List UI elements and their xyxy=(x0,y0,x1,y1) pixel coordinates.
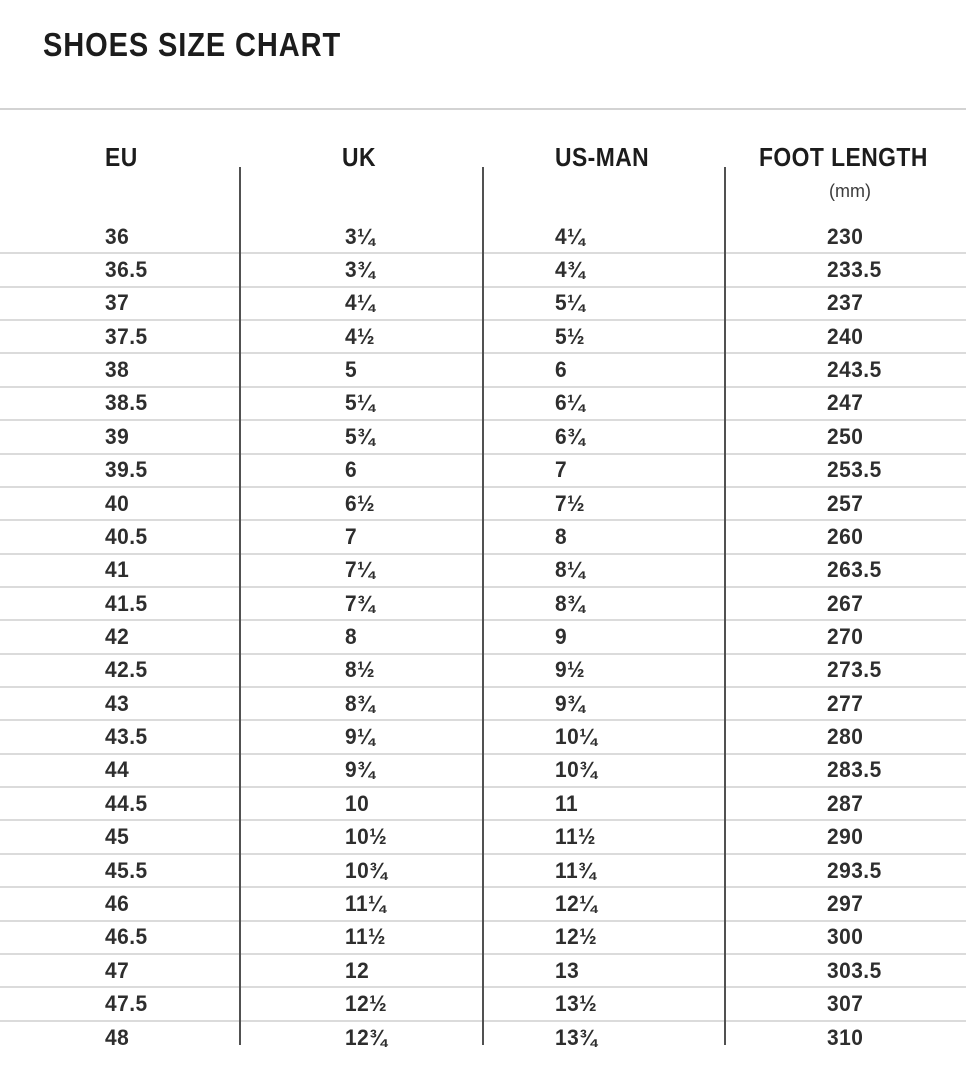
table-cell: 307 xyxy=(827,990,864,1016)
table-cell: 310 xyxy=(827,1025,864,1051)
table-cell: 8¾ xyxy=(345,690,376,716)
table-cell: 5 xyxy=(345,357,358,383)
table-cell: 303.5 xyxy=(827,957,882,983)
column-header-uk-label: UK xyxy=(342,142,376,172)
table-cell: 11 xyxy=(555,790,579,816)
table-cell: 9 xyxy=(555,623,568,649)
table-cell: 277 xyxy=(827,690,864,716)
table-cell: 243.5 xyxy=(827,357,882,383)
table-cell: 6¼ xyxy=(555,390,586,416)
table-cell: 7 xyxy=(555,457,568,483)
table-cell: 12½ xyxy=(555,924,598,950)
table-cell: 230 xyxy=(827,223,864,249)
column-divider-3 xyxy=(724,167,726,1045)
title-divider xyxy=(0,108,966,110)
table-cell: 253.5 xyxy=(827,457,882,483)
table-cell: 43.5 xyxy=(105,724,148,750)
table-cell: 10 xyxy=(345,790,370,816)
table-cell: 6 xyxy=(555,357,568,383)
table-cell: 43 xyxy=(105,690,130,716)
table-cell: 12¾ xyxy=(345,1025,388,1051)
column-header-foot-length-label: FOOT LENGTH xyxy=(759,142,928,172)
table-cell: 13¾ xyxy=(555,1025,598,1051)
table-cell: 12½ xyxy=(345,990,388,1016)
page-title-text: SHOES SIZE CHART xyxy=(43,26,342,63)
table-cell: 45.5 xyxy=(105,857,148,883)
table-cell: 4½ xyxy=(345,323,376,349)
table-cell: 9½ xyxy=(555,657,586,683)
table-cell: 5¼ xyxy=(555,290,586,316)
table-cell: 4¼ xyxy=(555,223,586,249)
table-cell: 11¼ xyxy=(345,890,386,916)
column-divider-2 xyxy=(482,167,484,1045)
table-cell: 270 xyxy=(827,623,864,649)
table-cell: 260 xyxy=(827,523,864,549)
table-cell: 40 xyxy=(105,490,130,516)
table-cell: 10¾ xyxy=(555,757,598,783)
column-header-foot-length xyxy=(759,142,951,173)
column-header-eu-label: EU xyxy=(105,142,138,172)
table-cell: 38 xyxy=(105,357,130,383)
table-cell: 36.5 xyxy=(105,257,148,283)
table-cell: 10¾ xyxy=(345,857,388,883)
table-cell: 13½ xyxy=(555,990,598,1016)
table-cell: 6 xyxy=(345,457,358,483)
table-cell: 273.5 xyxy=(827,657,882,683)
table-cell: 8¼ xyxy=(555,557,586,583)
table-cell: 46.5 xyxy=(105,924,148,950)
table-cell: 3¼ xyxy=(345,223,376,249)
table-cell: 41 xyxy=(105,557,130,583)
table-cell: 39 xyxy=(105,423,130,449)
table-cell: 39.5 xyxy=(105,457,148,483)
table-cell: 7¼ xyxy=(345,557,376,583)
table-cell: 4¾ xyxy=(555,257,586,283)
table-cell: 48 xyxy=(105,1025,130,1051)
table-cell: 257 xyxy=(827,490,864,516)
table-cell: 13 xyxy=(555,957,580,983)
table-cell: 290 xyxy=(827,824,864,850)
table-cell: 37 xyxy=(105,290,130,316)
table-cell: 42 xyxy=(105,623,130,649)
table-cell: 44.5 xyxy=(105,790,148,816)
table-cell: 287 xyxy=(827,790,864,816)
table-cell: 5¾ xyxy=(345,423,376,449)
table-cell: 250 xyxy=(827,423,864,449)
table-cell: 45 xyxy=(105,824,130,850)
table-cell: 38.5 xyxy=(105,390,148,416)
table-cell: 10½ xyxy=(345,824,388,850)
table-cell: 300 xyxy=(827,924,864,950)
table-cell: 7¾ xyxy=(345,590,376,616)
table-cell: 12 xyxy=(345,957,370,983)
page-title xyxy=(43,26,382,64)
table-cell: 240 xyxy=(827,323,864,349)
table-cell: 37.5 xyxy=(105,323,148,349)
table-cell: 8 xyxy=(345,623,358,649)
column-header-us-man-label: US-MAN xyxy=(555,142,650,172)
table-cell: 5¼ xyxy=(345,390,376,416)
table-cell: 8¾ xyxy=(555,590,586,616)
table-cell: 42.5 xyxy=(105,657,148,683)
table-cell: 6½ xyxy=(345,490,376,516)
table-cell: 7½ xyxy=(555,490,586,516)
table-cell: 3¾ xyxy=(345,257,376,283)
table-cell: 41.5 xyxy=(105,590,148,616)
table-cell: 267 xyxy=(827,590,864,616)
column-header-us-man xyxy=(555,142,662,173)
table-cell: 6¾ xyxy=(555,423,586,449)
table-cell: 46 xyxy=(105,890,130,916)
table-cell: 11½ xyxy=(345,924,386,950)
table-cell: 283.5 xyxy=(827,757,882,783)
foot-length-unit-note: (mm) xyxy=(829,181,871,201)
table-cell: 9¼ xyxy=(345,724,376,750)
column-header-uk xyxy=(342,142,381,173)
column-divider-1 xyxy=(239,167,241,1045)
table-cell: 7 xyxy=(345,523,358,549)
table-cell: 44 xyxy=(105,757,130,783)
table-cell: 237 xyxy=(827,290,864,316)
table-cell: 36 xyxy=(105,223,130,249)
table-cell: 11¾ xyxy=(555,857,596,883)
table-cell: 297 xyxy=(827,890,864,916)
table-cell: 5½ xyxy=(555,323,586,349)
table-cell: 8 xyxy=(555,523,568,549)
table-cell: 247 xyxy=(827,390,864,416)
table-cell: 293.5 xyxy=(827,857,882,883)
table-cell: 40.5 xyxy=(105,523,148,549)
table-cell: 47 xyxy=(105,957,130,983)
table-cell: 9¾ xyxy=(555,690,586,716)
table-cell: 4¼ xyxy=(345,290,376,316)
table-cell: 47.5 xyxy=(105,990,148,1016)
column-header-eu xyxy=(105,142,142,173)
table-cell: 8½ xyxy=(345,657,376,683)
table-cell: 12¼ xyxy=(555,890,598,916)
table-cell: 280 xyxy=(827,724,864,750)
table-cell: 9¾ xyxy=(345,757,376,783)
table-cell: 263.5 xyxy=(827,557,882,583)
table-cell: 10¼ xyxy=(555,724,598,750)
table-cell: 233.5 xyxy=(827,257,882,283)
table-cell: 11½ xyxy=(555,824,596,850)
